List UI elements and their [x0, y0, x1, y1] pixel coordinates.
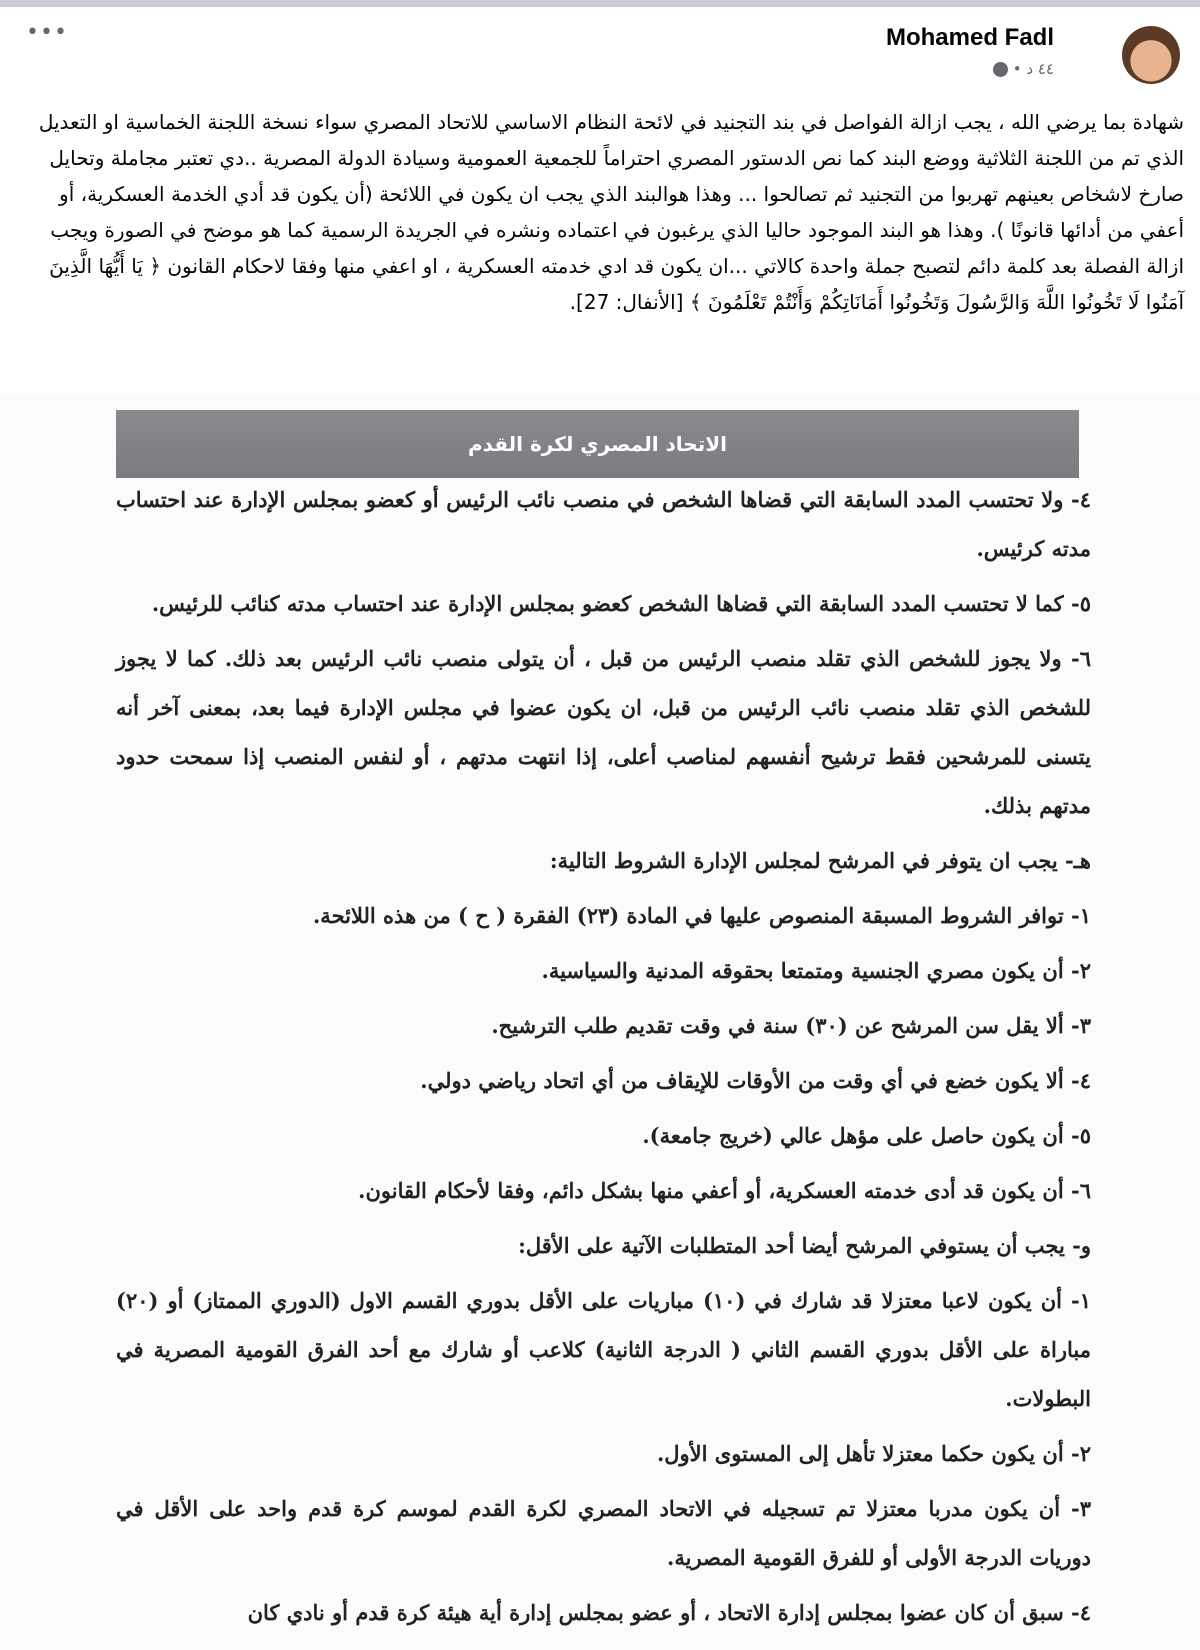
doc-paragraph: و- يجب أن يستوفي المرشح أيضا أحد المتطلبات الآتية على الأقل:: [518, 1233, 1091, 1258]
doc-paragraph: ٥- أن يكون حاصل على مؤهل عالي (خريج جامعة).: [642, 1123, 1091, 1148]
post-time[interactable]: ٤٤ د: [1026, 60, 1054, 78]
doc-paragraph: ٢- أن يكون حكما معتزلا تأهل إلى المستوى الأول.: [656, 1441, 1091, 1466]
separator: •: [1012, 60, 1022, 78]
doc-paragraph: ٤- ولا تحتسب المدد السابقة التي قضاها الشخص في منصب نائب الرئيس أو كعضو بمجلس الإدارة عند احتساب مدته كرئيس.: [116, 487, 1092, 561]
doc-paragraph: هـ- يجب ان يتوفر في المرشح لمجلس الإدارة الشروط التالية:: [549, 848, 1091, 873]
doc-paragraph: ٢- أن يكون مصري الجنسية ومتمتعا بحقوقه المدنية والسياسية.: [541, 958, 1091, 983]
document-body: [116, 475, 1091, 1643]
doc-paragraph: ٦- أن يكون قد أدى خدمته العسكرية، أو أعفي منها بشكل دائم، وفقا لأحكام القانون.: [358, 1178, 1091, 1203]
document-title: الاتحاد المصري لكرة القدم: [116, 410, 1079, 478]
post-meta: [993, 60, 1054, 78]
doc-paragraph: ٦- ولا يجوز للشخص الذي تقلد منصب الرئيس من قبل ، أن يتولى منصب نائب الرئيس بعد ذلك. كما لا يجوز للشخص الذي تقلد منصب نائب الرئيس من قبل، ان يكون عضوا في مجلس الإدارة فيما بعد، بمعنى آخر أنه يتسنى للمرشحين فقط ترشيح أنفسهم لمناصب أعلى، إذا انتهت مدتهم ، أو لنفس المنصب إذا سمحت حدود مدتهم بذلك.: [116, 646, 1091, 818]
doc-paragraph: ٤- ألا يكون خضع في أي وقت من الأوقات للإيقاف من أي اتحاد رياضي دولي.: [420, 1068, 1091, 1093]
avatar[interactable]: [1122, 26, 1180, 84]
author-name[interactable]: Mohamed Fadl: [885, 24, 1054, 51]
top-bar: [0, 0, 1200, 7]
doc-paragraph: ٣- ألا يقل سن المرشح عن (٣٠) سنة في وقت تقديم طلب الترشيح.: [491, 1013, 1091, 1038]
more-options-icon[interactable]: •••: [26, 20, 68, 45]
doc-paragraph: ٤- سبق أن كان عضوا بمجلس إدارة الاتحاد ، أو عضو بمجلس إدارة أية هيئة كرة قدم أو نادي كان: [247, 1600, 1091, 1625]
doc-paragraph: ٥- كما لا تحتسب المدد السابقة التي قضاها الشخص كعضو بمجلس الإدارة عند احتساب مدته كنائب للرئيس.: [151, 591, 1091, 616]
doc-paragraph: ٣- أن يكون مدربا معتزلا تم تسجيله في الاتحاد المصري لكرة القدم لموسم كرة قدم واحد على الأقل في دوريات الدرجة الأولى أو للفرق القومية المصرية.: [116, 1496, 1091, 1570]
globe-icon: [993, 62, 1008, 77]
post-text: شهادة بما يرضي الله ، يجب ازالة الفواصل في بند التجنيد في لائحة النظام الاساسي للاتحاد المصري سواء نسخة اللجنة الخماسية او التعديل الذي تم من اللجنة الثلاثية ووضع البند كما نص الدستور المصري احتراماً للجمعية العمومية وسيادة الدولة المصرية ..دي تعتبر مجاملة وتحايل صارخ لاشخاص بعينهم تهربوا من التجنيد ثم تصالحوا ... وهذا هوالبند الذي يجب ان يكون في اللائحة (أن يكون قد أدي الخدمة العسكرية، أو أعفي من أدائها قانونًا ). وهذا هو البند الموجود حاليا الذي يرغبون في اعتماده ونشره في الجريدة الرسمية كما هو موضح في الصورة ويجب ازالة الفصلة بعد كلمة دائم لتصبح جملة واحدة كالاتي ...ان يكون قد ادي خدمته العسكرية ، او اعفي منها وفقا لاحكام القانون ﴿ يَا أَيُّهَا الَّذِينَ آمَنُوا لَا تَخُونُوا اللَّهَ وَالرَّسُولَ وَتَخُونُوا أَمَانَاتِكُمْ وَأَنْتُمْ تَعْلَمُونَ ﴾ [الأنفال: 27].: [38, 110, 1184, 314]
document-image[interactable]: [0, 395, 1200, 1650]
doc-paragraph: ١- توافر الشروط المسبقة المنصوص عليها في المادة (٢٣) الفقرة ( ح ) من هذه اللائحة.: [313, 903, 1091, 928]
doc-paragraph: ١- أن يكون لاعبا معتزلا قد شارك في (١٠) مباريات على الأقل بدوري القسم الاول (الدوري الممتاز) أو (٢٠) مباراة على الأقل بدوري القسم الثاني ( الدرجة الثانية) كلاعب أو شارك مع أحد الفرق القومية المصرية في البطولات.: [116, 1288, 1091, 1411]
